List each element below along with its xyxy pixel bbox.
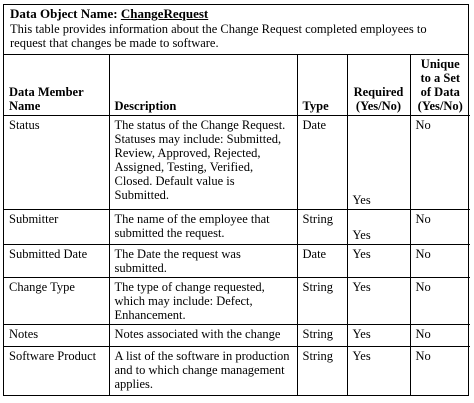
table-row	[4, 347, 470, 395]
column-header-type: Type	[297, 55, 347, 116]
table-row	[4, 210, 470, 245]
cell-type: Date	[297, 116, 347, 210]
cell-required: Yes	[347, 116, 410, 210]
cell-required: Yes	[347, 325, 410, 347]
column-header-description: Description	[109, 55, 297, 116]
cell-name: Submitted Date	[4, 245, 109, 278]
cell-required: Yes	[347, 210, 410, 245]
cell-description: The status of the Change Request. Statuses may include: Submitted, Review, Approved, Rejected, Assigned, Testing, Verified, Closed. Default value is Submitted.	[109, 116, 297, 210]
cell-name: Notes	[4, 325, 109, 347]
cell-description: The type of change requested, which may include: Defect, Enhancement.	[109, 278, 297, 325]
document-header	[4, 5, 468, 55]
object-description: This table provides information about the Change Request completed employees to request that changes be made to software.	[10, 22, 427, 50]
object-title	[10, 7, 462, 21]
table-row	[4, 278, 470, 325]
cell-unique: No	[410, 245, 470, 278]
cell-name: Change Type	[4, 278, 109, 325]
cell-name: Software Product	[4, 347, 109, 395]
cell-description: A list of the software in production and to which change management applies.	[109, 347, 297, 395]
cell-type: String	[297, 347, 347, 395]
column-header-name: Data Member Name	[4, 55, 109, 116]
cell-unique: No	[410, 278, 470, 325]
cell-required: Yes	[347, 347, 410, 395]
cell-name: Status	[4, 116, 109, 210]
cell-name: Submitter	[4, 210, 109, 245]
cell-required: Yes	[347, 245, 410, 278]
cell-type: String	[297, 278, 347, 325]
cell-unique: No	[410, 116, 470, 210]
cell-unique: No	[410, 347, 470, 395]
cell-type: String	[297, 325, 347, 347]
table-header-row	[4, 55, 470, 116]
table-row	[4, 325, 470, 347]
cell-type: String	[297, 210, 347, 245]
data-member-table	[4, 55, 470, 395]
table-row	[4, 116, 470, 210]
table-row	[4, 245, 470, 278]
cell-required: Yes	[347, 278, 410, 325]
column-header-required: Required (Yes/No)	[347, 55, 410, 116]
cell-description: The Date the request was submitted.	[109, 245, 297, 278]
object-title-prefix: Data Object Name:	[10, 6, 118, 21]
cell-unique: No	[410, 210, 470, 245]
data-object-document	[3, 4, 469, 396]
object-name: ChangeRequest	[120, 6, 209, 21]
cell-type: Date	[297, 245, 347, 278]
cell-description: Notes associated with the change	[109, 325, 297, 347]
cell-unique: No	[410, 325, 470, 347]
cell-description: The name of the employee that submitted the request.	[109, 210, 297, 245]
column-header-unique: Unique to a Set of Data (Yes/No)	[410, 55, 470, 116]
